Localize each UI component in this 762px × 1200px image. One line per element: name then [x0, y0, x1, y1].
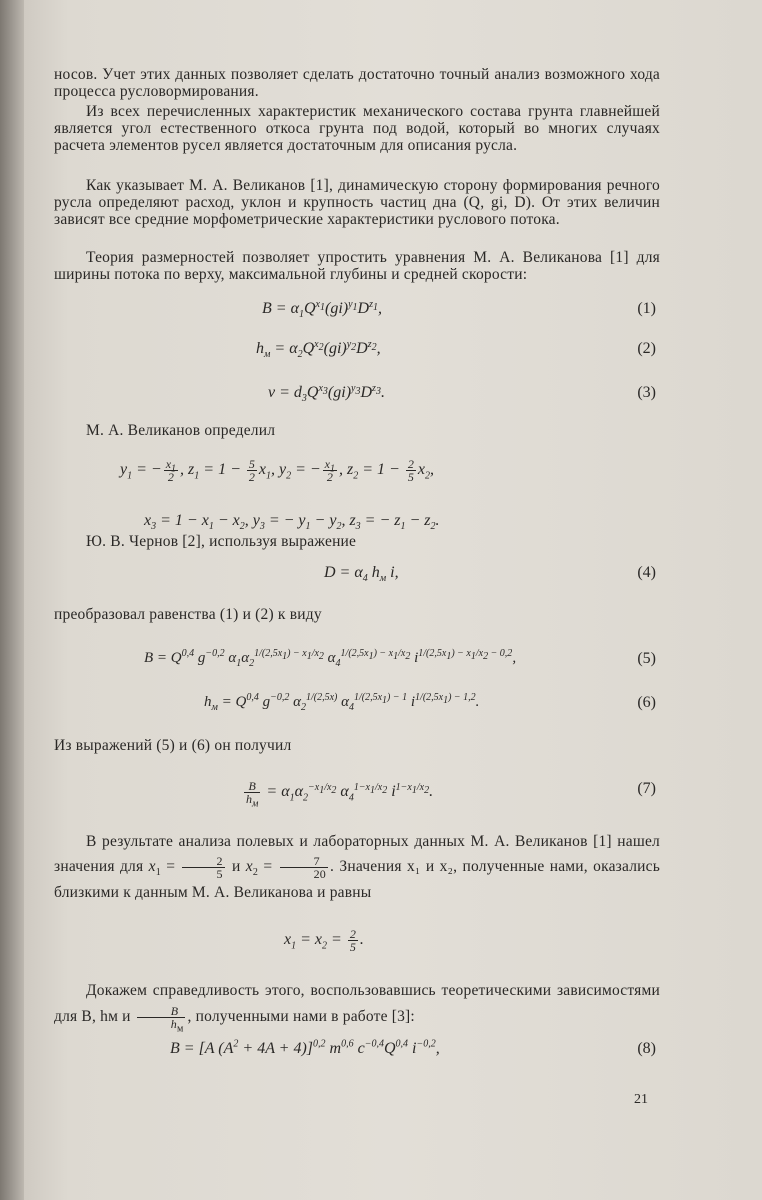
equation-6: $h_м = Q^{0,4}$ $g^{-0,2}$ $\alpha_2^{1/(2,5x)}$ $\alpha_4^{1/(2,5x_1) - 1}$ $i^{1/(2,5x_1) - 1,2}$. (6): [204, 692, 656, 713]
paragraph-11-text: Докажем справедливость этого, воспользовавшись теоретическими зависимостями для B, hм и: [54, 982, 660, 1025]
paragraph-7: преобразовал равенства (1) и (2) к виду: [54, 606, 322, 623]
paragraph-1: носов. Учет этих данных позволяет сделать достаточно точный анализ возможного хода процесса русловормирования.: [54, 66, 660, 100]
paragraph-10-text: Значения x₁ и x₂, полученные нами, оказались близкими к данным М. А. Великанова и равны: [54, 858, 660, 901]
equation-1-number: (1): [637, 300, 656, 317]
equation-1: $B = \alpha_1Q^{x_1}(gi)^{y_1}D^{z_1}$, (1): [262, 298, 656, 321]
equation-3: $v = d_3Q^{x_3}(gi)^{y_3}D^{z_3}$. (3): [268, 382, 656, 405]
equation-6-number: (6): [637, 694, 656, 711]
paragraph-6: Ю. В. Чернов [2], используя выражение: [86, 533, 357, 550]
paragraph-11: Докажем справедливость этого, воспользовавшись теоретическими зависимостями для B, hм и $\frac{B}{h_м}$ , полученными нами в работе [3]:: [54, 982, 660, 1035]
equation-velikanov-values-2: $x_3 = 1 - x_1 - x_2$, $y_3$ = − $y_1 - y_2$, $z_3$ = − $z_1 - z_2$.: [144, 512, 440, 533]
paragraph-9: В результате анализа полевых и лабораторных данных М. А. Великанов [1] нашел значения для $x_1$ = $\frac{2}{5}$ и $x_2$ = $\frac{7}{20}$ . Значения x₁ и x₂, полученные нами, оказались близкими к данным М. А. Великанова и равны: [54, 833, 660, 901]
equation-x1-x2: $x_1 = x_2$ = $\frac{2}{5}$ .: [284, 927, 364, 954]
paragraph-2: Из всех перечисленных характеристик механического состава грунта главнейшей является угол естественного откоса грунта под водой, который во многих случаях расчета элементов русел является достаточным для описания русла.: [54, 103, 660, 154]
paragraph-5: М. А. Великанов определил: [86, 422, 276, 439]
book-gutter: [0, 0, 24, 1200]
equation-7: $\frac{B}{h_м}$ = $\alpha_1\alpha_2^{-x_1/x_2}$ $\alpha_4^{1-x_1/x_2}$ $i^{1-x_1/x_2}$. (7): [246, 779, 656, 810]
paragraph-9-text: В результате анализа полевых и лабораторных данных М. А. Великанов [1] нашел значения для: [54, 833, 660, 875]
equation-velikanov-values: $y_1$ = − $\frac{x_1}{2}$ , $z_1 = 1$ − $\frac{5}{2}$ $x_1$, $y_2$ = − $\frac{x_1}{2}$ , $z_2 = 1$ − $\frac{2}{5}$ $x_2$,: [120, 457, 434, 484]
equation-5-number: (5): [637, 650, 656, 667]
equation-2: $h_м = \alpha_2Q^{x_2}(gi)^{y_2}D^{z_2}$, (2): [256, 338, 656, 361]
paragraph-12-text: , полученными нами в работе [3]:: [187, 1008, 415, 1025]
paragraph-8: Из выражений (5) и (6) он получил: [54, 737, 292, 754]
paragraph-3: Как указывает М. А. Великанов [1], динамическую сторону формирования речного русла определяют расход, уклон и крупность частиц дна (Q, gi, D). От этих величин зависят все средние морфометрические характеристики руслового потока.: [54, 177, 660, 228]
equation-2-number: (2): [637, 340, 656, 357]
equation-7-number: (7): [637, 780, 656, 797]
equation-3-number: (3): [637, 384, 656, 401]
page-number: 21: [634, 1092, 648, 1107]
equation-8-number: (8): [637, 1040, 656, 1057]
paragraph-4: Теория размерностей позволяет упростить уравнения М. А. Великанова [1] для ширины потока по верху, максимальной глубины и средней скорости:: [54, 249, 660, 283]
equation-5: B = Q$^{0,4}$ $g^{-0,2}$ $\alpha_1\alpha_2^{1/(2,5x_1) - x_1/x_2}$ $\alpha_4^{1/(2,5x_1) - x_1/x_2}$ $i^{1/(2,5x_1) - x_1/x_2 - 0,2}$, (5): [144, 648, 656, 669]
equation-8: B = [A $(A^2 + 4A + 4)]^{0,2}$ $m^{0,6}$ $c^{-0,4}Q^{0,4}$ $i^{-0,2}$, (8): [170, 1038, 656, 1057]
equation-4: $D = \alpha_4$ $h_м$ i, (4): [324, 564, 656, 585]
equation-4-number: (4): [637, 564, 656, 581]
